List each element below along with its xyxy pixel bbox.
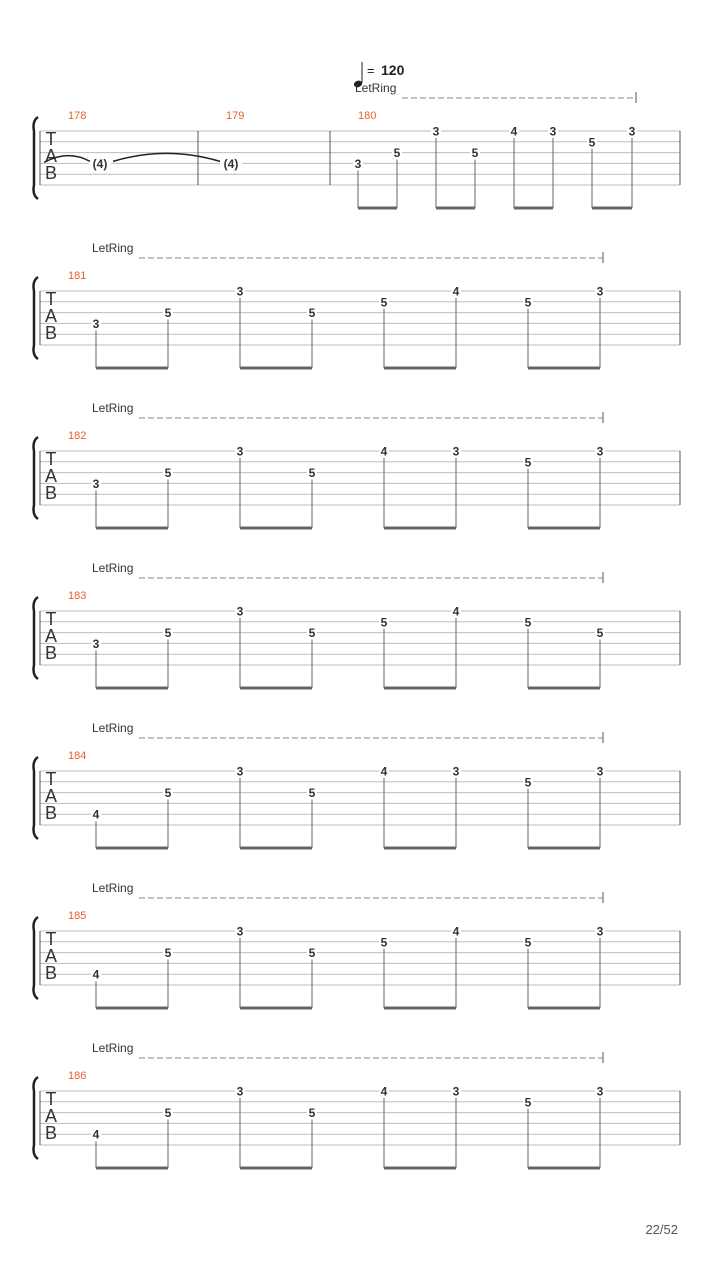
fret-number: 4: [452, 924, 460, 939]
let-ring-label: LetRing: [92, 721, 134, 735]
fret-number: 4: [380, 1084, 388, 1099]
fret-number: 5: [308, 306, 316, 321]
tab-clef-letter: A: [44, 306, 58, 326]
let-ring-label: LetRing: [92, 401, 134, 415]
fret-number: 5: [596, 626, 604, 641]
fret-number: 3: [452, 1084, 460, 1099]
tempo-equals: =: [367, 63, 375, 78]
tab-clef-letter: A: [44, 946, 58, 966]
tab-clef-letter: B: [44, 963, 58, 983]
system-bracket: [34, 437, 39, 519]
tab-system: [34, 241, 681, 368]
let-ring-label: LetRing: [92, 881, 134, 895]
bar-number: 184: [68, 750, 87, 762]
tempo-bpm: 120: [381, 62, 405, 78]
tab-clef-letter: T: [45, 289, 57, 309]
fret-number: 4: [452, 284, 460, 299]
tab-clef-letter: B: [44, 483, 58, 503]
fret-number: 5: [471, 146, 479, 161]
fret-number: 3: [596, 1084, 604, 1099]
system-bracket: [34, 277, 39, 359]
bar-number: 178: [68, 110, 87, 122]
tab-clef-letter: A: [44, 626, 58, 646]
fret-number: 3: [596, 284, 604, 299]
tab-clef-letter: B: [44, 323, 58, 343]
system-bracket: [34, 757, 39, 839]
fret-number: 5: [308, 466, 316, 481]
fret-number: 3: [236, 444, 244, 459]
fret-number: 3: [628, 124, 636, 139]
system-bracket: [34, 117, 39, 199]
tab-system: [34, 561, 681, 688]
let-ring-label: LetRing: [92, 1041, 134, 1055]
fret-number: 5: [308, 626, 316, 641]
fret-number: 4: [92, 967, 100, 982]
fret-number: 5: [164, 946, 172, 961]
fret-number: (4): [223, 156, 239, 171]
fret-number: 3: [549, 124, 557, 139]
tie-arc: [113, 153, 220, 161]
fret-number: 3: [596, 764, 604, 779]
system-bracket: [34, 597, 39, 679]
tab-clef-letter: T: [45, 129, 57, 149]
bar-number: 186: [68, 1070, 87, 1082]
bar-number: 180: [358, 110, 377, 122]
bar-number: 183: [68, 590, 87, 602]
fret-number: 3: [354, 156, 362, 171]
tab-clef-letter: T: [45, 769, 57, 789]
tab-clef-letter: A: [44, 1106, 58, 1126]
systems-layer: [34, 81, 681, 1168]
fret-number: 3: [236, 764, 244, 779]
tab-clef-letter: T: [45, 1089, 57, 1109]
tab-clef-letter: B: [44, 163, 58, 183]
fret-number: 5: [164, 306, 172, 321]
tab-clef-letter: T: [45, 449, 57, 469]
tab-clef-letter: B: [44, 803, 58, 823]
fret-number: 5: [164, 626, 172, 641]
bar-number: 181: [68, 270, 87, 282]
fret-number: 4: [92, 1127, 100, 1142]
let-ring-label: LetRing: [92, 561, 134, 575]
let-ring-label: LetRing: [355, 81, 397, 95]
fret-number: 5: [164, 1106, 172, 1121]
fret-number: 3: [236, 924, 244, 939]
bar-number: 185: [68, 910, 87, 922]
fret-number: 4: [510, 124, 518, 139]
tab-clef-letter: A: [44, 146, 58, 166]
fret-number: 3: [92, 476, 100, 491]
bar-number: 179: [226, 110, 245, 122]
fret-number: 3: [92, 316, 100, 331]
tab-clef-letter: A: [44, 466, 58, 486]
system-bracket: [34, 917, 39, 999]
fret-number: 5: [524, 295, 532, 310]
tab-system: [34, 1041, 681, 1168]
bar-number: 182: [68, 430, 87, 442]
tab-clef-letter: A: [44, 786, 58, 806]
fret-number: 3: [236, 1084, 244, 1099]
fret-number: 5: [588, 135, 596, 150]
fret-number: 5: [380, 935, 388, 950]
fret-number: 3: [236, 604, 244, 619]
page-number: 22/52: [645, 1222, 678, 1237]
fret-number: 3: [452, 764, 460, 779]
fret-number: 5: [308, 1106, 316, 1121]
fret-number: 5: [524, 615, 532, 630]
tab-system: [34, 721, 681, 848]
fret-number: 5: [524, 455, 532, 470]
fret-number: 5: [393, 146, 401, 161]
fret-number: 5: [524, 935, 532, 950]
tab-system: [34, 881, 681, 1008]
fret-number: 4: [452, 604, 460, 619]
fret-number: 5: [164, 786, 172, 801]
fret-number: 3: [236, 284, 244, 299]
tab-system: [34, 81, 681, 208]
fret-number: 3: [92, 636, 100, 651]
fret-number: 4: [380, 764, 388, 779]
fret-number: 4: [380, 444, 388, 459]
tab-clef-letter: T: [45, 609, 57, 629]
fret-number: 5: [524, 775, 532, 790]
fret-number: 5: [380, 295, 388, 310]
fret-number: (4): [92, 156, 108, 171]
tab-clef-letter: T: [45, 929, 57, 949]
fret-number: 3: [432, 124, 440, 139]
let-ring-label: LetRing: [92, 241, 134, 255]
fret-number: 5: [308, 946, 316, 961]
fret-number: 5: [164, 466, 172, 481]
fret-number: 3: [596, 924, 604, 939]
tab-clef-letter: B: [44, 1123, 58, 1143]
tab-clef-letter: B: [44, 643, 58, 663]
fret-number: 3: [596, 444, 604, 459]
tab-system: [34, 401, 681, 528]
system-bracket: [34, 1077, 39, 1159]
fret-number: 5: [308, 786, 316, 801]
fret-number: 3: [452, 444, 460, 459]
fret-number: 4: [92, 807, 100, 822]
fret-number: 5: [524, 1095, 532, 1110]
fret-number: 5: [380, 615, 388, 630]
